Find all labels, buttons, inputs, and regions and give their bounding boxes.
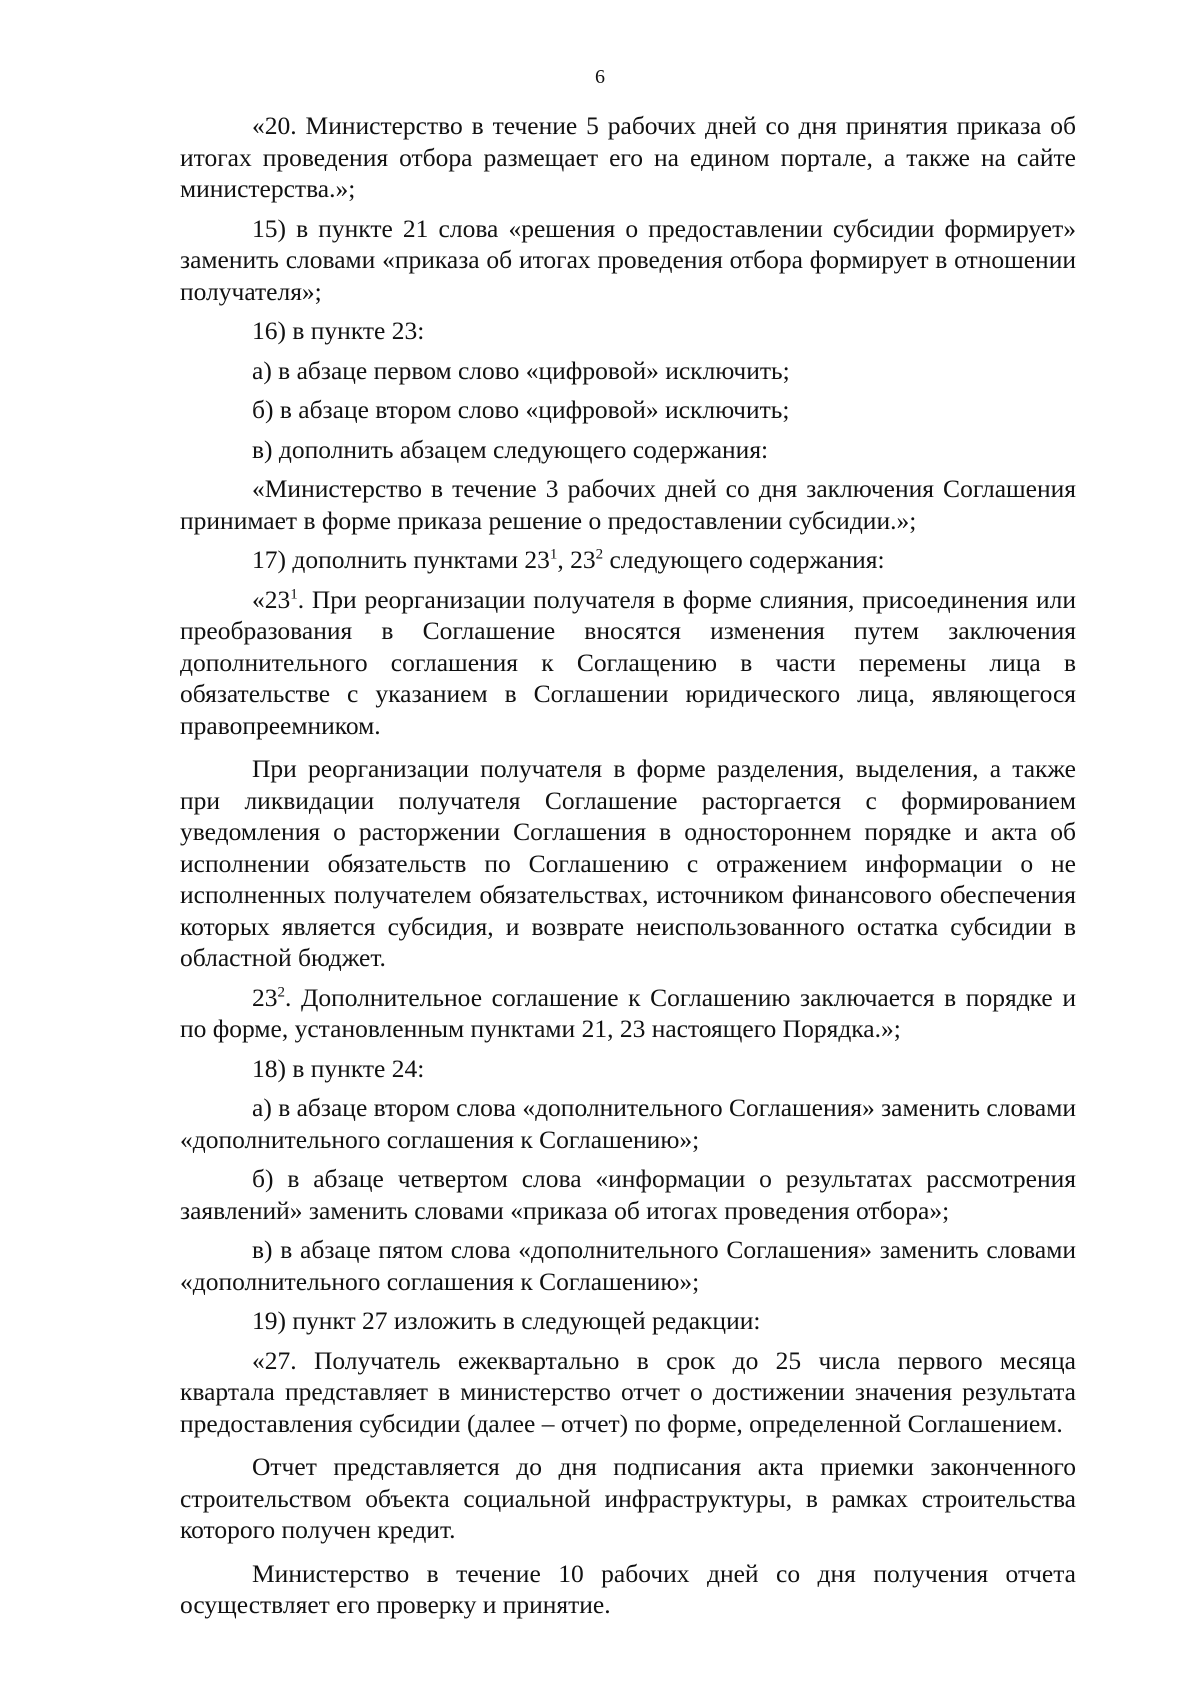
paragraph-amend-19: 19) пункт 27 изложить в следующей редакции: [252,1306,761,1335]
paragraph-report-deadline: Отчет представляется до дня подписания акта приемки законченного строительством объекта социальной инфраструктуры, в рамках строительства которого получен кредит. [180,1452,1076,1544]
document-body [180,110,1076,1621]
paragraph-ministry-3-days: «Министерство в течение 3 рабочих дней со дня заключения Соглашения принимает в форме приказа решение о предоставлении субсидии.»; [180,474,1076,535]
superscript: 2 [277,984,285,1000]
paragraph-amend-17 [180,544,1076,576]
paragraph-amend-18c: в) в абзаце пятом слова «дополнительного Соглашения» заменить словами «дополнительного соглашения к Соглашению»; [180,1235,1076,1296]
superscript: 1 [290,586,298,602]
text-run: 17) дополнить пунктами 23 [252,545,550,574]
superscript: 2 [595,546,604,563]
superscript: 1 [549,546,558,563]
paragraph-item-23-2 [180,982,1076,1045]
text-run: 23 [252,982,278,1012]
text-run: следующего содержания: [603,545,885,574]
paragraph-amend-18b: б) в абзаце четвертом слова «информации о результатах рассмотрения заявлений» заменить словами «приказа об итогах проведения отбора»; [180,1164,1076,1225]
paragraph-report-review: Министерство в течение 10 рабочих дней со дня получения отчета осуществляет его проверку и принятие. [180,1558,1076,1619]
paragraph-item-23-1 [180,584,1076,742]
paragraph-amend-18a: а) в абзаце втором слова «дополнительного Соглашения» заменить словами «дополнительного соглашения к Соглашению»; [180,1093,1076,1154]
paragraph-amend-18: 18) в пункте 24: [252,1053,425,1083]
paragraph-reorganization: При реорганизации получателя в форме разделения, выделения, а также при ликвидации получателя Соглашение расторгается с формированием уведомления о расторжении Соглашения в одностороннем порядке и акта об исполнении обязательств по Соглашению с отражением информации о не исполненных получателем обязательствах, источником финансового обеспечения которых является субсидия, и возврате неиспользованного остатка субсидии в областной бюджет. [180,754,1076,972]
paragraph-item-20: «20. Министерство в течение 5 рабочих дней со дня принятия приказа об итогах проведения отбора размещает его на едином портале, а также на сайте министерства.»; [180,111,1076,203]
text-run: . При реорганизации получателя в форме слияния, присоединения или преобразования в Соглашение вносятся изменения путем заключения дополнительного соглашения к Соглащению в части перемены лица в обязательстве с указанием в Соглашении юридического лица, являющегося правопреемником. [180,584,1076,740]
paragraph-amend-16a: а) в абзаце первом слово «цифровой» исключить; [252,355,790,385]
paragraph-item-27: «27. Получатель ежеквартально в срок до 25 числа первого месяца квартала представляет в министерство отчет о достижении значения результата предоставления субсидии (далее – отчет) по форме, определенной Соглашением. [180,1345,1076,1438]
text-run: «23 [252,584,291,614]
paragraph-amend-16b: б) в абзаце втором слово «цифровой» исключить; [252,395,790,424]
page-number: 6 [595,66,605,88]
paragraph-amend-16: 16) в пункте 23: [252,316,425,345]
paragraph-amend-15: 15) в пункте 21 слова «решения о предоставлении субсидии формирует» заменить словами «приказа об итогах проведения отбора формирует в отношении получателя»; [180,213,1076,306]
text-run: . Дополнительное соглашение к Соглашению заключается в порядке и по форме, установленным пунктами 21, 23 настоящего Порядка.»; [180,982,1076,1043]
text-run: , 23 [557,545,596,574]
paragraph-amend-16c: в) дополнить абзацем следующего содержания: [252,434,769,464]
